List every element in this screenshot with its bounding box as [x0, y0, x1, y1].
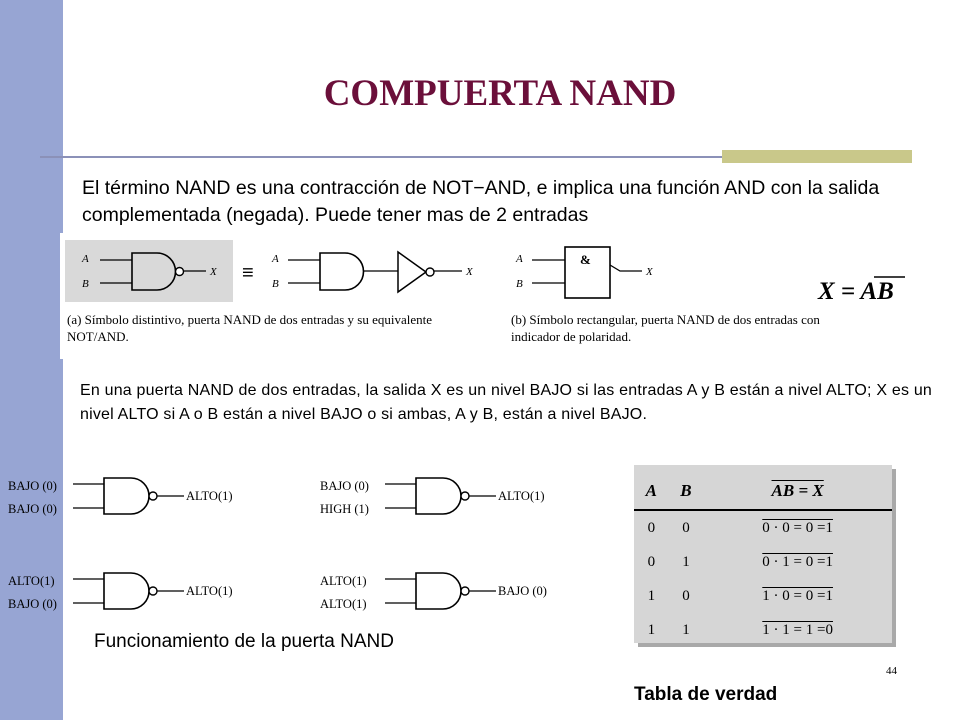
label-x-3: X [646, 266, 653, 278]
truth-table-header [634, 473, 892, 510]
truth-table-grid [634, 473, 892, 647]
gate-input-2-label: BAJO (0) [8, 597, 57, 611]
and-mark: & [580, 252, 591, 267]
gate-input-2-label: HIGH (1) [320, 502, 369, 516]
label-a-3: A [516, 253, 523, 265]
nand-gate-body [416, 478, 461, 514]
table-row: 1 1 1 · 1 = 1 =0 [647, 621, 833, 638]
symbol-a-background [65, 240, 233, 302]
gate-input-1-label: ALTO(1) [320, 574, 367, 588]
inversion-bubble [426, 268, 434, 276]
label-b-2: B [272, 278, 279, 290]
label-x-1: X [210, 266, 217, 278]
header-b: B [669, 473, 704, 510]
label-a-1: A [82, 253, 89, 265]
gate-output-label: ALTO(1) [498, 489, 545, 503]
inversion-bubble [461, 492, 469, 500]
table-row: 1 0 1 · 0 = 0 =1 [647, 587, 833, 604]
and-gate-body [320, 253, 364, 290]
slide-title: COMPUERTA NAND [323, 73, 677, 114]
label-a-2: A [272, 253, 279, 265]
nand-gate-body [416, 573, 461, 609]
accent-bar [722, 150, 912, 163]
nand-gate-body [104, 573, 149, 609]
table-row: 0 0 0 · 0 = 0 =1 [647, 519, 833, 536]
gate-input-1-label: BAJO (0) [8, 479, 57, 493]
equivalent-sign: ≡ [242, 262, 254, 284]
inversion-bubble [149, 587, 157, 595]
inversion-bubble [149, 492, 157, 500]
description-text: En una puerta NAND de dos entradas, la salida X es un nivel BAJO si las entradas A y B están a nivel ALTO; X es un nivel ALTO si A o B están a nivel BAJO o si ambas, A y B, están a nivel BAJO. [80, 382, 933, 423]
caption-b: (b) Símbolo rectangular, puerta NAND de dos entradas con indicador de polaridad. [511, 312, 820, 344]
polarity-indicator [610, 265, 642, 271]
gate-output-label: ALTO(1) [186, 489, 233, 503]
boolean-equation: X = AB [818, 278, 894, 305]
label-x-2: X [466, 266, 473, 278]
gate-output-label: ALTO(1) [186, 584, 233, 598]
truth-table [634, 465, 892, 643]
nand-symbols-figure [60, 233, 940, 359]
operation-caption: Funcionamiento de la puerta NAND [94, 631, 394, 652]
label-b-1: B [82, 278, 89, 290]
gate-input-2-label: BAJO (0) [8, 502, 57, 516]
not-gate-triangle [398, 252, 426, 292]
gate-input-1-label: ALTO(1) [8, 574, 55, 588]
inversion-bubble [461, 587, 469, 595]
label-b-3: B [516, 278, 523, 290]
operation-diagram [0, 468, 580, 618]
header-a: A [634, 473, 669, 510]
gate-output-label: BAJO (0) [498, 584, 547, 598]
operation-gates [8, 478, 547, 611]
caption-a: (a) Símbolo distintivo, puerta NAND de dos entradas y su equivalente NOT/AND. [67, 312, 433, 344]
intro-text: El término NAND es una contracción de NOT−AND, e implica una función AND con la salida complementada (negada). Puede tener mas de 2 entradas [82, 177, 880, 226]
inversion-bubble [176, 268, 184, 276]
nand-gate-body [104, 478, 149, 514]
gate-input-1-label: BAJO (0) [320, 479, 369, 493]
gate-input-2-label: ALTO(1) [320, 597, 367, 611]
table-row: 0 1 0 · 1 = 0 =1 [647, 553, 833, 570]
truth-table-label: Tabla de verdad [634, 684, 778, 705]
header-output: AB = X [703, 473, 892, 510]
page-number: 44 [886, 665, 897, 677]
